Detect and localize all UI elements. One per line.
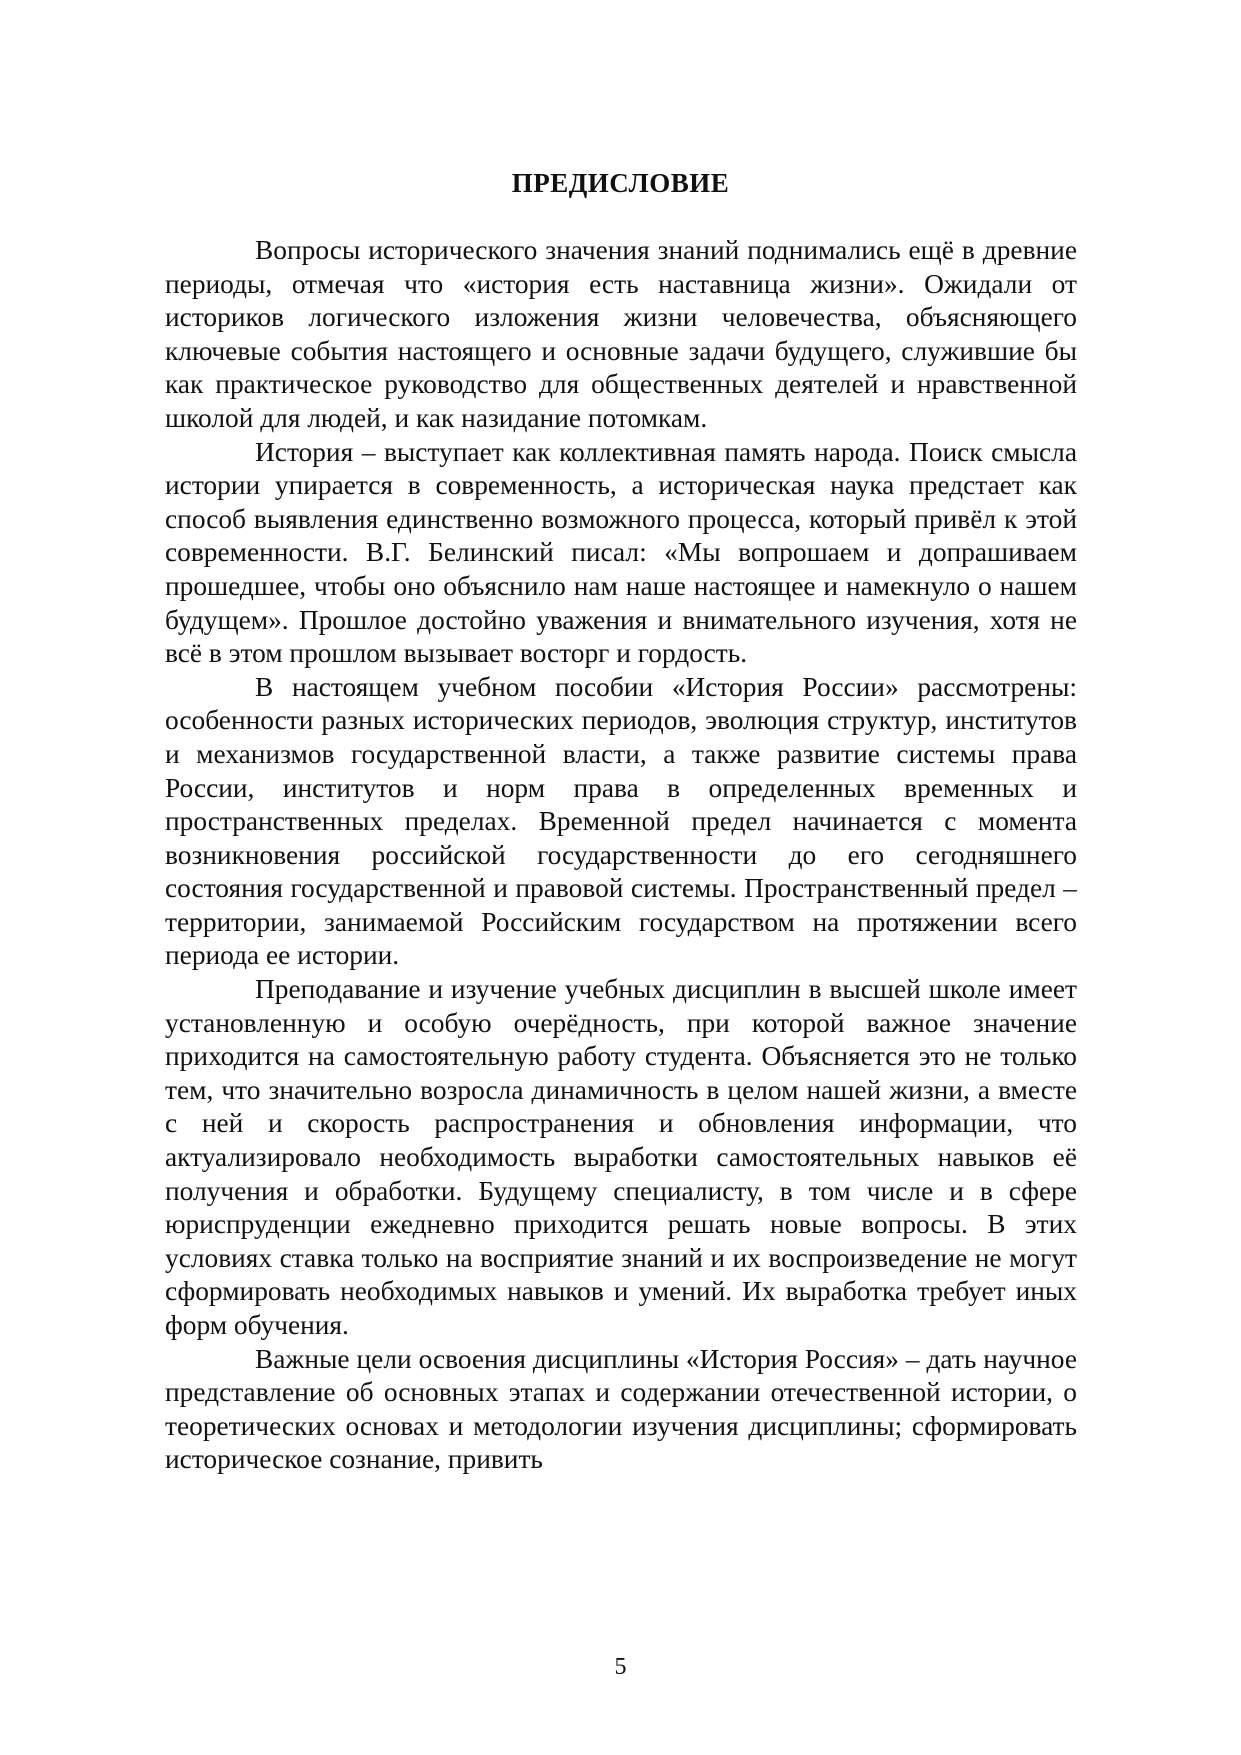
page-number: 5 xyxy=(614,1654,627,1680)
paragraph-5: Важные цели освоения дисциплины «История Россия» – дать научное представление об основных этапах и содержании отечественной истории, о теоретических основах и методологии изучения дисциплины; сформировать историческое сознание, привить xyxy=(165,1343,1077,1475)
paragraph-1: Вопросы исторического значения знаний поднимались ещё в древние периоды, отмечая что «история есть наставница жизни». Ожидали от историков логического изложения жизни человечества, объясняющего ключевые события настоящего и основные задачи будущего, служившие бы как практическое руководство для общественных деятелей и нравственной школой для людей, и как назидание потомкам. xyxy=(165,235,1077,433)
paragraph-3: В настоящем учебном пособии «История России» рассмотрены: особенности разных исторических периодов, эволюция структур, институтов и механизмов государственной власти, а также развитие системы права России, институтов и норм права в определенных временных и пространственных пределах. Временной предел начинается с момента возникновения российской государственности до его сегодняшнего состояния государственной и правовой системы. Пространственный предел – территории, занимаемой Российским государством на протяжении всего периода ее истории. xyxy=(165,671,1077,971)
page-title: ПРЕДИСЛОВИЕ xyxy=(511,168,730,198)
body-text xyxy=(165,234,1077,1477)
paragraph-2: История – выступает как коллективная память народа. Поиск смысла истории упирается в современность, а историческая наука предстает как способ выявления единственно возможного процесса, который привёл к этой современности. В.Г. Белинский писал: «Мы вопрошаем и допрашиваем прошедшее, чтобы оно объяснило нам наше настоящее и намекнуло о нашем будущем». Прошлое достойно уважения и внимательного изучения, хотя не всё в этом прошлом вызывает восторг и гордость. xyxy=(165,436,1077,669)
paragraph-4: Преподавание и изучение учебных дисциплин в высшей школе имеет установленную и особую очерёдность, при которой важное значение приходится на самостоятельную работу студента. Объясняется это не только тем, что значительно возросла динамичность в целом нашей жизни, а вместе с ней и скорость распространения и обновления информации, что актуализировало необходимость выработки самостоятельных навыков её получения и обработки. Будущему специалисту, в том числе и в сфере юриспруденции ежедневно приходится решать новые вопросы. В этих условиях ставка только на восприятие знаний и их воспроизведение не могут сформировать необходимых навыков и умений. Их выработка требует иных форм обучения. xyxy=(165,974,1077,1340)
